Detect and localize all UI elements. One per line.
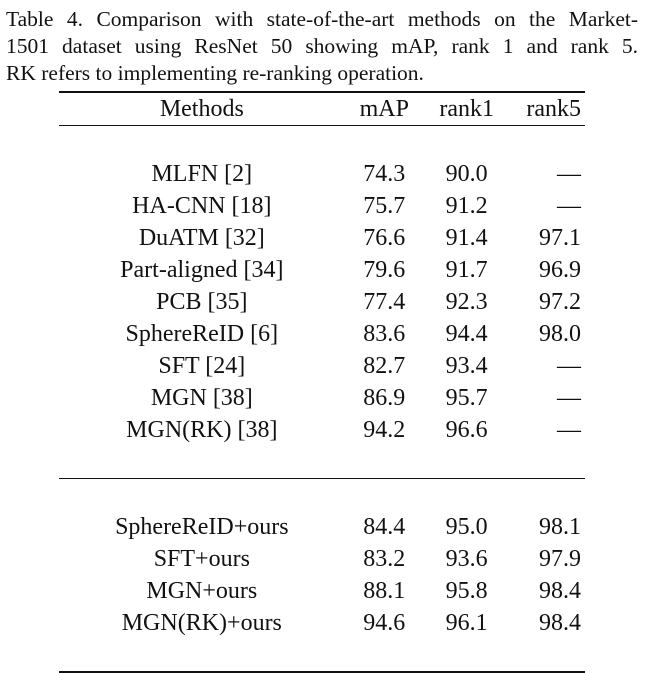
map-cell: 74.3 xyxy=(363,161,406,187)
rank1-cell: 90.0 xyxy=(445,161,488,187)
table-row xyxy=(59,254,585,286)
method-cell: MGN(RK)+ours xyxy=(121,610,282,636)
rank5-cell: — xyxy=(557,417,581,443)
caption-line: RK refers to implementing re-ranking operation. xyxy=(6,61,424,85)
map-cell: 82.7 xyxy=(363,353,406,379)
method-cell: MLFN [2] xyxy=(151,161,253,187)
map-cell: 86.9 xyxy=(363,385,406,411)
rank1-cell: 93.4 xyxy=(445,353,488,379)
map-cell: 76.6 xyxy=(363,225,406,251)
method-cell: HA-CNN [18] xyxy=(132,193,272,219)
spacer-cell xyxy=(59,446,585,479)
spacer-cell xyxy=(59,479,585,512)
table-row xyxy=(59,543,585,575)
method-cell: MGN(RK) [38] xyxy=(126,417,278,443)
map-cell: 77.4 xyxy=(363,289,406,315)
row-spacer xyxy=(59,126,585,159)
table-row xyxy=(59,222,585,254)
method-cell: SFT [24] xyxy=(158,353,246,379)
rank1-cell: 91.2 xyxy=(445,193,488,219)
rank1-cell: 92.3 xyxy=(445,289,488,315)
caption-line: 1501 dataset using ResNet 50 showing mAP, rank 1 and rank 5. xyxy=(6,34,638,58)
rank5-cell: 98.4 xyxy=(539,578,581,604)
table-row xyxy=(59,382,585,414)
table-row xyxy=(59,511,585,543)
rank5-cell: 98.1 xyxy=(539,514,581,540)
rank5-cell: 98.4 xyxy=(539,610,581,636)
rank1-cell: 91.7 xyxy=(445,257,488,283)
rank5-cell: 96.9 xyxy=(539,257,581,283)
map-cell: 83.6 xyxy=(363,321,406,347)
rank5-cell: 97.9 xyxy=(539,546,581,572)
rank5-cell: — xyxy=(557,193,581,219)
map-cell: 79.6 xyxy=(363,257,406,283)
table-row xyxy=(59,607,585,639)
rank5-cell: 98.0 xyxy=(539,321,581,347)
rank1-cell: 93.6 xyxy=(445,546,488,572)
map-cell: 83.2 xyxy=(363,546,406,572)
table-caption xyxy=(6,6,638,87)
method-cell: MGN+ours xyxy=(146,578,258,604)
method-cell: SFT+ours xyxy=(153,546,250,572)
map-cell: 94.2 xyxy=(363,417,406,443)
rank1-cell: 91.4 xyxy=(445,225,488,251)
map-cell: 94.6 xyxy=(363,610,406,636)
comparison-table xyxy=(59,91,585,673)
rank1-cell: 95.7 xyxy=(445,385,488,411)
rank5-cell: — xyxy=(557,161,581,187)
header-rank5: rank5 xyxy=(509,92,585,126)
table-row xyxy=(59,414,585,446)
table-body xyxy=(59,126,585,673)
map-cell: 75.7 xyxy=(363,193,406,219)
table-row xyxy=(59,318,585,350)
spacer-cell xyxy=(59,126,585,159)
rank5-cell: 97.2 xyxy=(539,289,581,315)
spacer-cell xyxy=(59,639,585,672)
table-row xyxy=(59,158,585,190)
table-row xyxy=(59,350,585,382)
row-spacer xyxy=(59,639,585,672)
rank1-cell: 94.4 xyxy=(445,321,488,347)
method-cell: MGN [38] xyxy=(150,385,253,411)
table-row xyxy=(59,575,585,607)
header-map: mAP xyxy=(345,92,424,126)
method-cell: SphereReID [6] xyxy=(125,321,279,347)
header-methods: Methods xyxy=(59,92,345,126)
rank5-cell: — xyxy=(557,353,581,379)
method-cell: SphereReID+ours xyxy=(115,514,289,540)
caption-line: Table 4. Comparison with state-of-the-art methods on the Market- xyxy=(6,7,638,31)
table-row xyxy=(59,286,585,318)
rank5-cell: 97.1 xyxy=(539,225,581,251)
map-cell: 84.4 xyxy=(363,514,406,540)
rank1-cell: 95.8 xyxy=(445,578,488,604)
method-cell: Part-aligned [34] xyxy=(120,257,284,283)
method-cell: PCB [35] xyxy=(156,289,248,315)
row-spacer xyxy=(59,479,585,512)
method-cell: DuATM [32] xyxy=(138,225,265,251)
map-cell: 88.1 xyxy=(363,578,406,604)
rank5-cell: — xyxy=(557,385,581,411)
row-spacer xyxy=(59,446,585,479)
table-header-row xyxy=(59,92,585,126)
table-row xyxy=(59,190,585,222)
rank1-cell: 95.0 xyxy=(445,514,488,540)
rank1-cell: 96.6 xyxy=(445,417,488,443)
header-rank1: rank1 xyxy=(424,92,509,126)
rank1-cell: 96.1 xyxy=(445,610,488,636)
